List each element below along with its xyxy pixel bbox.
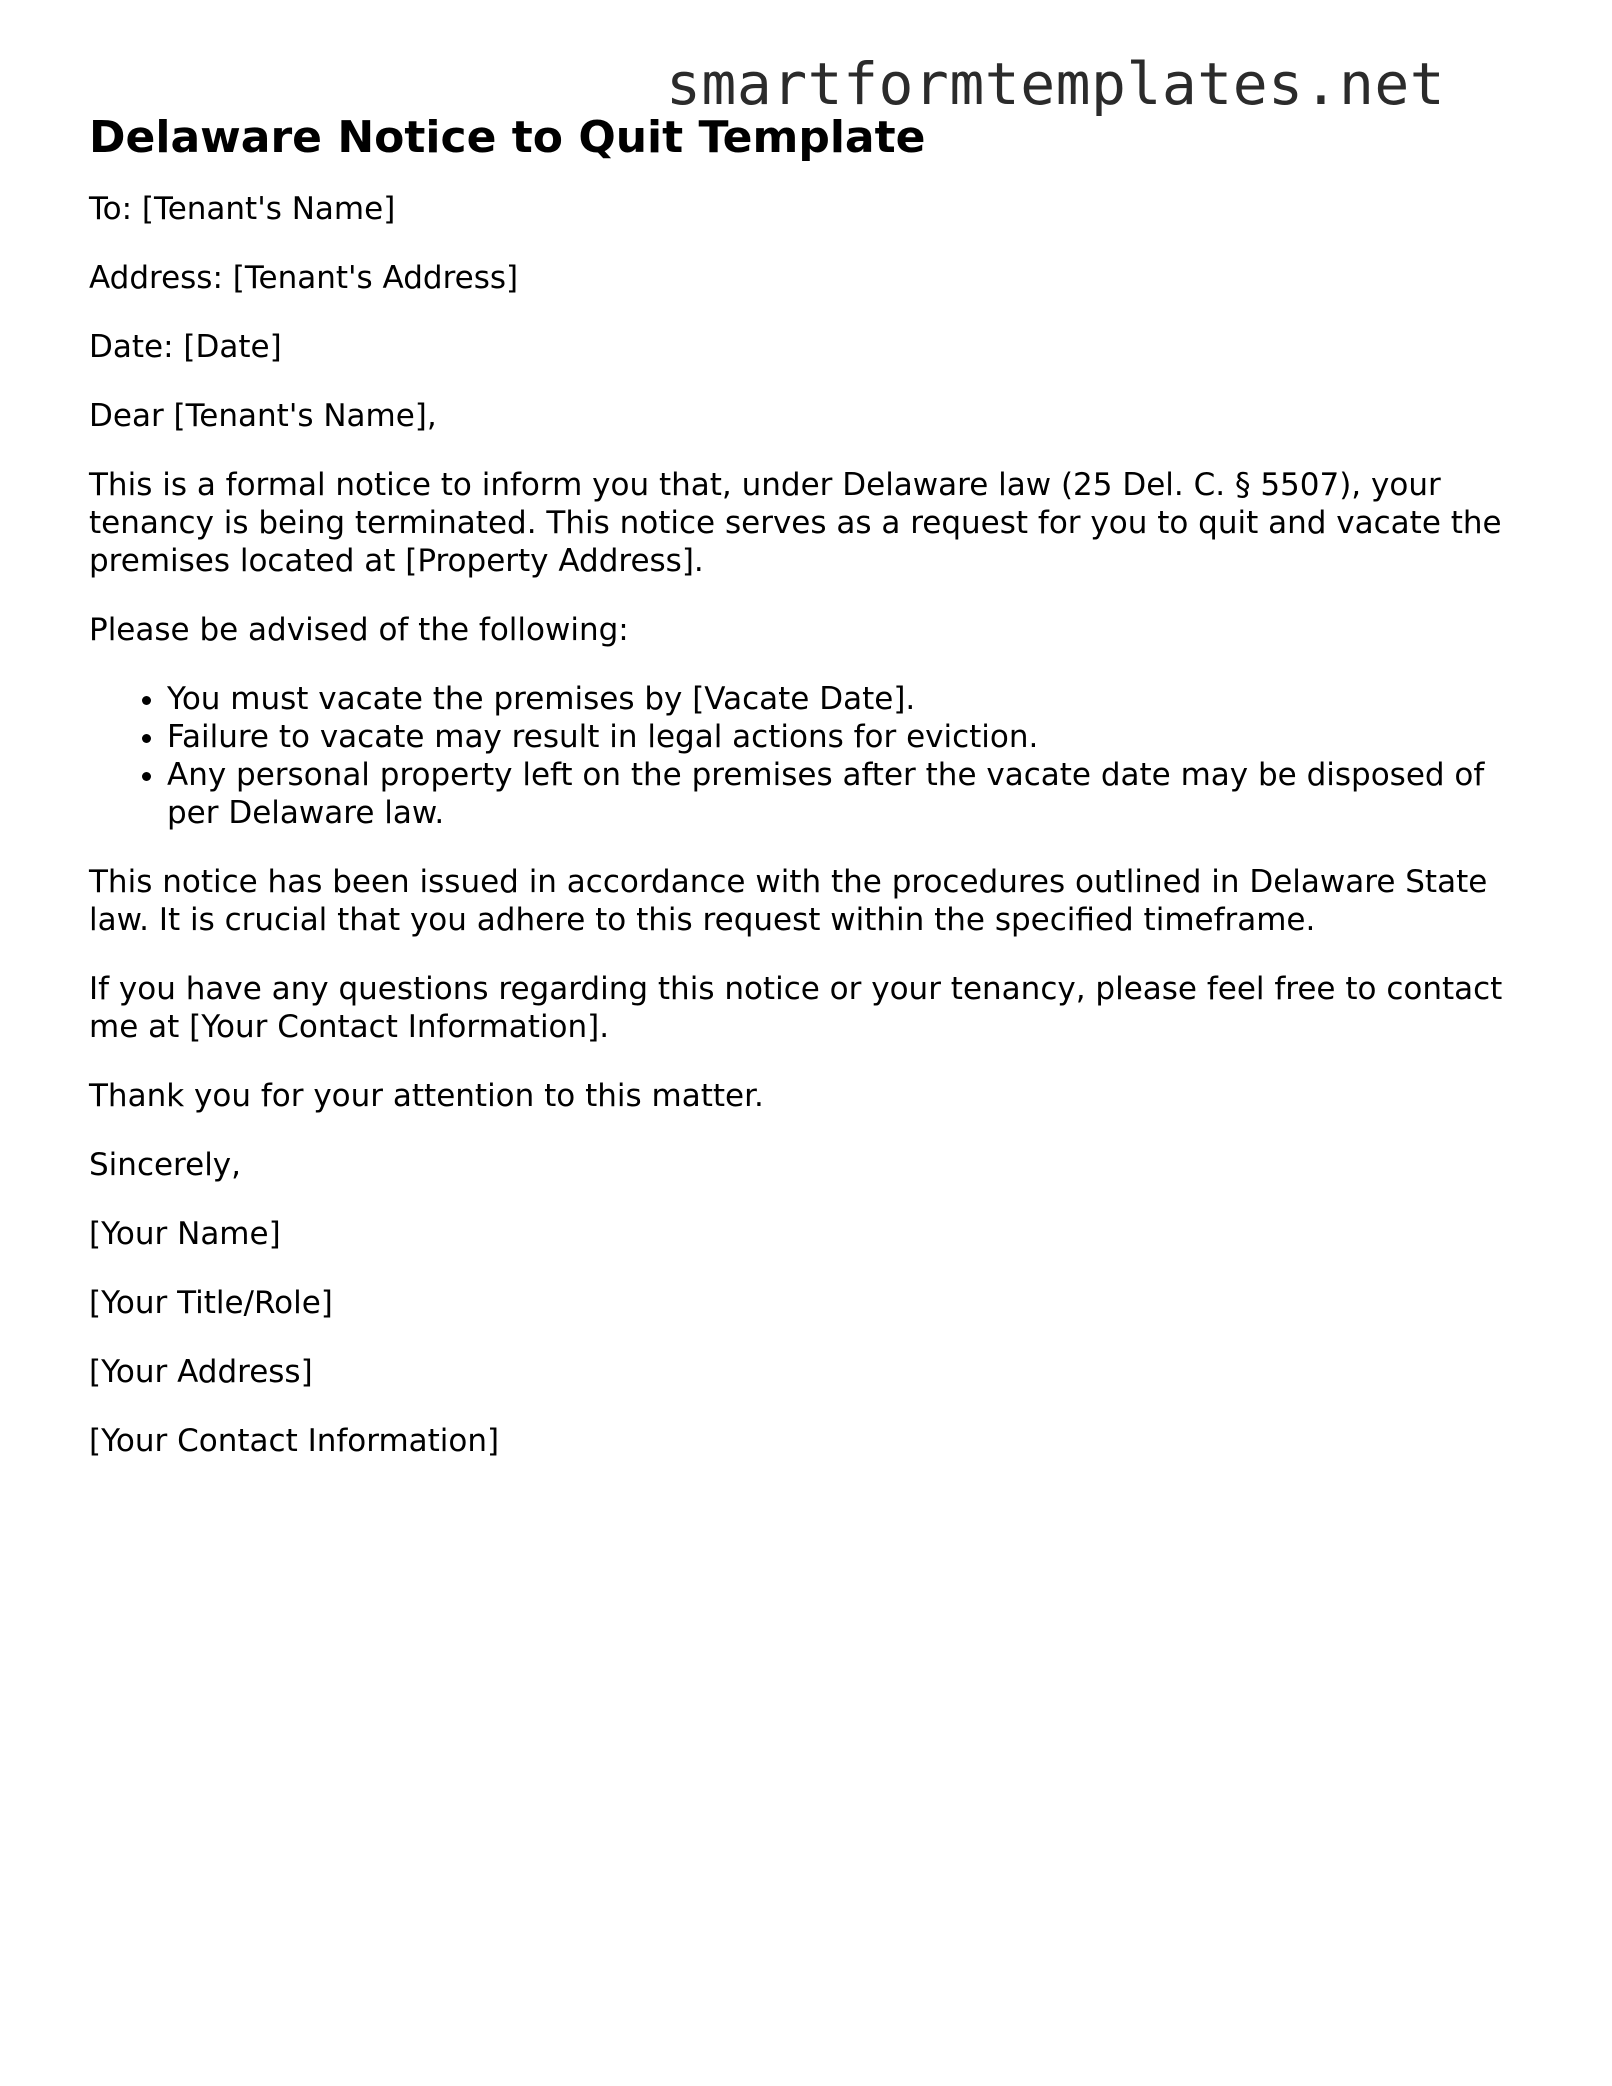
thanks-line: Thank you for your attention to this matter. — [89, 1078, 764, 1114]
procedures-paragraph: This notice has been issued in accordance with the procedures outlined in Delaware State law. It is crucial that you adhere to this request within the specified timeframe. — [89, 864, 1488, 938]
to-line: To: [Tenant's Name] — [89, 191, 396, 227]
address-line: Address: [Tenant's Address] — [89, 260, 519, 296]
intro-paragraph: This is a formal notice to inform you that, under Delaware law (25 Del. C. § 5507), your tenancy is being terminated. This notice serves as a request for you to quit and vacate the premises located at [Property Address]. — [89, 467, 1502, 579]
closing: Sincerely, — [89, 1147, 242, 1183]
watermark-site-name: smartformtemplates.net — [666, 50, 1446, 118]
document-body — [89, 108, 1529, 1460]
signature-contact: [Your Contact Information] — [89, 1423, 500, 1459]
bullet-vacate-date: • You must vacate the premises by [Vacate Date]. — [167, 680, 1529, 718]
date-line: Date: [Date] — [89, 329, 282, 365]
bullet-personal-property: • Any personal property left on the premises after the vacate date may be disposed of per Delaware law. — [167, 756, 1529, 832]
signature-title: [Your Title/Role] — [89, 1285, 333, 1321]
signature-address: [Your Address] — [89, 1354, 313, 1390]
notice-bullet-list — [89, 680, 1529, 832]
advised-line: Please be advised of the following: — [89, 612, 629, 648]
salutation: Dear [Tenant's Name], — [89, 398, 437, 434]
document-title: Delaware Notice to Quit Template — [89, 112, 926, 163]
questions-paragraph: If you have any questions regarding this notice or your tenancy, please feel free to contact me at [Your Contact Information]. — [89, 971, 1503, 1045]
bullet-eviction-warning: • Failure to vacate may result in legal actions for eviction. — [167, 718, 1529, 756]
signature-name: [Your Name] — [89, 1216, 281, 1252]
